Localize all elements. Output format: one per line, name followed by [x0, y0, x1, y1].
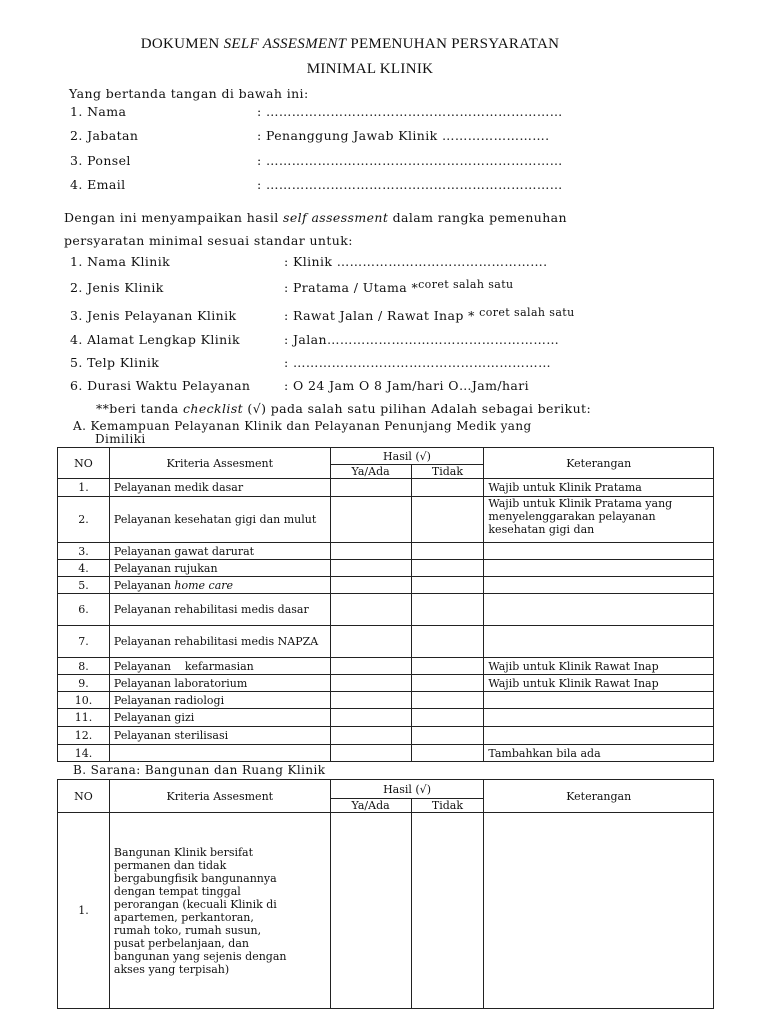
- clinic-type-value[interactable]: [284, 280, 514, 295]
- address-value[interactable]: : Jalan………………………………………………: [284, 332, 560, 347]
- row-kriteria: Pelayanan rehabilitasi medis dasar: [109, 594, 330, 626]
- row-kriteria: Pelayanan radiologi: [109, 692, 330, 709]
- row-kriteria-italic: home care: [174, 578, 234, 592]
- title-italic: SELF ASSESMENT: [223, 36, 347, 52]
- row-keterangan: Wajib untuk Klinik Pratama yang menyelenggarakan pelayanan kesehatan gigi dan: [484, 497, 714, 543]
- row-keterangan: [484, 594, 714, 626]
- row-ya-checkbox[interactable]: [330, 594, 411, 626]
- row-kriteria: Bangunan Klinik bersifat permanen dan tidak bergabungfisik bangunannya dengan tempat tinggal perorangan (kecuali Klinik di apartemen, perkantoran, rumah toko, rumah susun, pusat perbelanjaan, dan bangunan yang sejenis dengan akses yang terpisah): [109, 813, 330, 1009]
- table-row: [58, 675, 714, 692]
- row-kriteria: Pelayanan laboratorium: [109, 675, 330, 692]
- signer-phone-label: 3. Ponsel: [70, 153, 131, 168]
- signer-phone-value[interactable]: : ……………………………………………………………: [257, 153, 563, 168]
- row-kriteria: [109, 577, 330, 594]
- row-no: 1.: [58, 813, 110, 1009]
- row-keterangan: [484, 560, 714, 577]
- row-kriteria: Pelayanan gawat darurat: [109, 543, 330, 560]
- section-a-title: A. Kemampuan Pelayanan Klinik dan Pelayanan Penunjang Medik yang: [73, 419, 532, 433]
- col-header-ya: Ya/Ada: [330, 799, 411, 813]
- row-tidak-checkbox[interactable]: [411, 692, 484, 709]
- title-suffix: PEMENUHAN PERSYARATAN: [346, 36, 560, 52]
- section-a-table: [57, 447, 714, 762]
- signer-name-label: 1. Nama: [70, 104, 127, 119]
- statement-post: dalam rangka pemenuhan: [388, 210, 567, 225]
- row-kriteria: Pelayanan kefarmasian: [109, 658, 330, 675]
- statement-line2: persyaratan minimal sesuai standar untuk:: [64, 233, 353, 248]
- statement-italic: self assessment: [283, 210, 389, 225]
- row-ya-checkbox[interactable]: [330, 675, 411, 692]
- row-tidak-checkbox[interactable]: [411, 709, 484, 727]
- col-header-hasil: Hasil (√): [330, 448, 484, 465]
- row-no: 9.: [58, 675, 110, 692]
- row-keterangan: [484, 727, 714, 745]
- row-tidak-checkbox[interactable]: [411, 658, 484, 675]
- section-b-table: [57, 779, 714, 1009]
- row-ya-checkbox[interactable]: [330, 727, 411, 745]
- col-header-ya: Ya/Ada: [330, 465, 411, 479]
- checklist-note-pre: **beri tanda: [96, 401, 183, 416]
- row-kriteria: Pelayanan rujukan: [109, 560, 330, 577]
- row-kriteria: Pelayanan rehabilitasi medis NAPZA: [109, 626, 330, 658]
- service-type-note: coret salah satu: [479, 306, 575, 319]
- row-no: 2.: [58, 497, 110, 543]
- row-no: 5.: [58, 577, 110, 594]
- row-tidak-checkbox[interactable]: [411, 727, 484, 745]
- row-no: 12.: [58, 727, 110, 745]
- row-no: 14.: [58, 745, 110, 762]
- row-no: 4.: [58, 560, 110, 577]
- row-tidak-checkbox[interactable]: [411, 543, 484, 560]
- col-header-keterangan: Keterangan: [484, 780, 714, 813]
- row-keterangan: [484, 577, 714, 594]
- document-title-line2: MINIMAL KLINIK: [306, 61, 434, 77]
- col-header-kriteria: Kriteria Assesment: [109, 448, 330, 479]
- row-no: 1.: [58, 479, 110, 497]
- row-keterangan: [484, 626, 714, 658]
- row-keterangan: [484, 709, 714, 727]
- table-row: [58, 692, 714, 709]
- row-keterangan: Wajib untuk Klinik Rawat Inap: [484, 658, 714, 675]
- row-tidak-checkbox[interactable]: [411, 813, 484, 1009]
- row-ya-checkbox[interactable]: [330, 497, 411, 543]
- row-tidak-checkbox[interactable]: [411, 560, 484, 577]
- row-ya-checkbox[interactable]: [330, 709, 411, 727]
- row-no: 3.: [58, 543, 110, 560]
- title-prefix: DOKUMEN: [140, 36, 224, 52]
- signer-position-value[interactable]: : Penanggung Jawab Klinik …………………….: [257, 128, 550, 143]
- row-tidak-checkbox[interactable]: [411, 675, 484, 692]
- table-row: [58, 543, 714, 560]
- checklist-note-post: (√) pada salah satu pilihan Adalah sebagai berikut:: [243, 401, 592, 416]
- clinic-type-label: 2. Jenis Klinik: [70, 280, 164, 295]
- table-row: [58, 560, 714, 577]
- row-keterangan: [484, 813, 714, 1009]
- service-type-value[interactable]: [284, 308, 575, 323]
- row-ya-checkbox[interactable]: [330, 577, 411, 594]
- duration-value[interactable]: : O 24 Jam O 8 Jam/hari O…Jam/hari: [284, 378, 530, 393]
- row-no: 7.: [58, 626, 110, 658]
- row-tidak-checkbox[interactable]: [411, 479, 484, 497]
- section-a-title-cont: Dimiliki: [95, 432, 146, 446]
- table-row: [58, 594, 714, 626]
- row-ya-checkbox[interactable]: [330, 692, 411, 709]
- row-kriteria: [109, 745, 330, 762]
- row-tidak-checkbox[interactable]: [411, 594, 484, 626]
- row-no: 8.: [58, 658, 110, 675]
- statement-line1: [64, 210, 567, 225]
- table-row: [58, 497, 714, 543]
- row-kriteria: Pelayanan gizi: [109, 709, 330, 727]
- row-kriteria: Pelayanan kesehatan gigi dan mulut: [109, 497, 330, 543]
- row-ya-checkbox[interactable]: [330, 479, 411, 497]
- row-no: 10.: [58, 692, 110, 709]
- row-ya-checkbox[interactable]: [330, 626, 411, 658]
- col-header-hasil: Hasil (√): [330, 780, 484, 799]
- row-keterangan: Wajib untuk Klinik Pratama: [484, 479, 714, 497]
- row-keterangan: [484, 543, 714, 560]
- statement-pre: Dengan ini menyampaikan hasil: [64, 210, 284, 225]
- row-kriteria: Pelayanan sterilisasi: [109, 727, 330, 745]
- table-row: [58, 626, 714, 658]
- row-ya-checkbox[interactable]: [330, 813, 411, 1009]
- row-keterangan: Wajib untuk Klinik Rawat Inap: [484, 675, 714, 692]
- row-keterangan: [484, 692, 714, 709]
- row-ya-checkbox[interactable]: [330, 560, 411, 577]
- row-kriteria-pre: Pelayanan: [113, 578, 175, 592]
- document-title-line1: [0, 36, 700, 53]
- signer-email-label: 4. Email: [70, 177, 126, 192]
- service-type-options: : Rawat Jalan / Rawat Inap *: [284, 308, 480, 323]
- signer-email-value[interactable]: : ……………………………………………………………: [257, 177, 563, 192]
- col-header-keterangan: Keterangan: [484, 448, 714, 479]
- phone-value[interactable]: : ……………………………………………………: [284, 355, 551, 370]
- row-tidak-checkbox[interactable]: [411, 745, 484, 762]
- col-header-kriteria: Kriteria Assesment: [109, 780, 330, 813]
- table-row: [58, 813, 714, 1009]
- checklist-note: [96, 401, 591, 416]
- row-tidak-checkbox[interactable]: [411, 626, 484, 658]
- clinic-name-value[interactable]: : Klinik ………………………………………….: [284, 254, 548, 269]
- table-row: [58, 709, 714, 727]
- clinic-type-options: : Pratama / Utama *: [284, 280, 419, 295]
- table-row: [58, 479, 714, 497]
- table-row: [58, 577, 714, 594]
- service-type-label: 3. Jenis Pelayanan Klinik: [70, 308, 237, 323]
- signer-name-value[interactable]: : ……………………………………………………………: [257, 104, 563, 119]
- col-header-no: NO: [58, 780, 110, 813]
- signer-position-label: 2. Jabatan: [70, 128, 139, 143]
- address-label: 4. Alamat Lengkap Klinik: [70, 332, 240, 347]
- row-tidak-checkbox[interactable]: [411, 577, 484, 594]
- phone-label: 5. Telp Klinik: [70, 355, 160, 370]
- row-ya-checkbox[interactable]: [330, 658, 411, 675]
- clinic-name-label: 1. Nama Klinik: [70, 254, 171, 269]
- section-b-title: B. Sarana: Bangunan dan Ruang Klinik: [73, 763, 326, 777]
- duration-label: 6. Durasi Waktu Pelayanan: [70, 378, 251, 393]
- intro-text: Yang bertanda tangan di bawah ini:: [69, 86, 309, 101]
- table-row: [58, 727, 714, 745]
- row-ya-checkbox[interactable]: [330, 543, 411, 560]
- clinic-type-note: coret salah satu: [418, 278, 514, 291]
- row-no: 11.: [58, 709, 110, 727]
- row-tidak-checkbox[interactable]: [411, 497, 484, 543]
- col-header-tidak: Tidak: [411, 799, 484, 813]
- checklist-note-italic: checklist: [183, 401, 244, 416]
- row-no: 6.: [58, 594, 110, 626]
- col-header-no: NO: [58, 448, 110, 479]
- row-kriteria: Pelayanan medik dasar: [109, 479, 330, 497]
- col-header-tidak: Tidak: [411, 465, 484, 479]
- table-row: [58, 658, 714, 675]
- row-keterangan: Tambahkan bila ada: [484, 745, 714, 762]
- table-row: [58, 745, 714, 762]
- row-ya-checkbox[interactable]: [330, 745, 411, 762]
